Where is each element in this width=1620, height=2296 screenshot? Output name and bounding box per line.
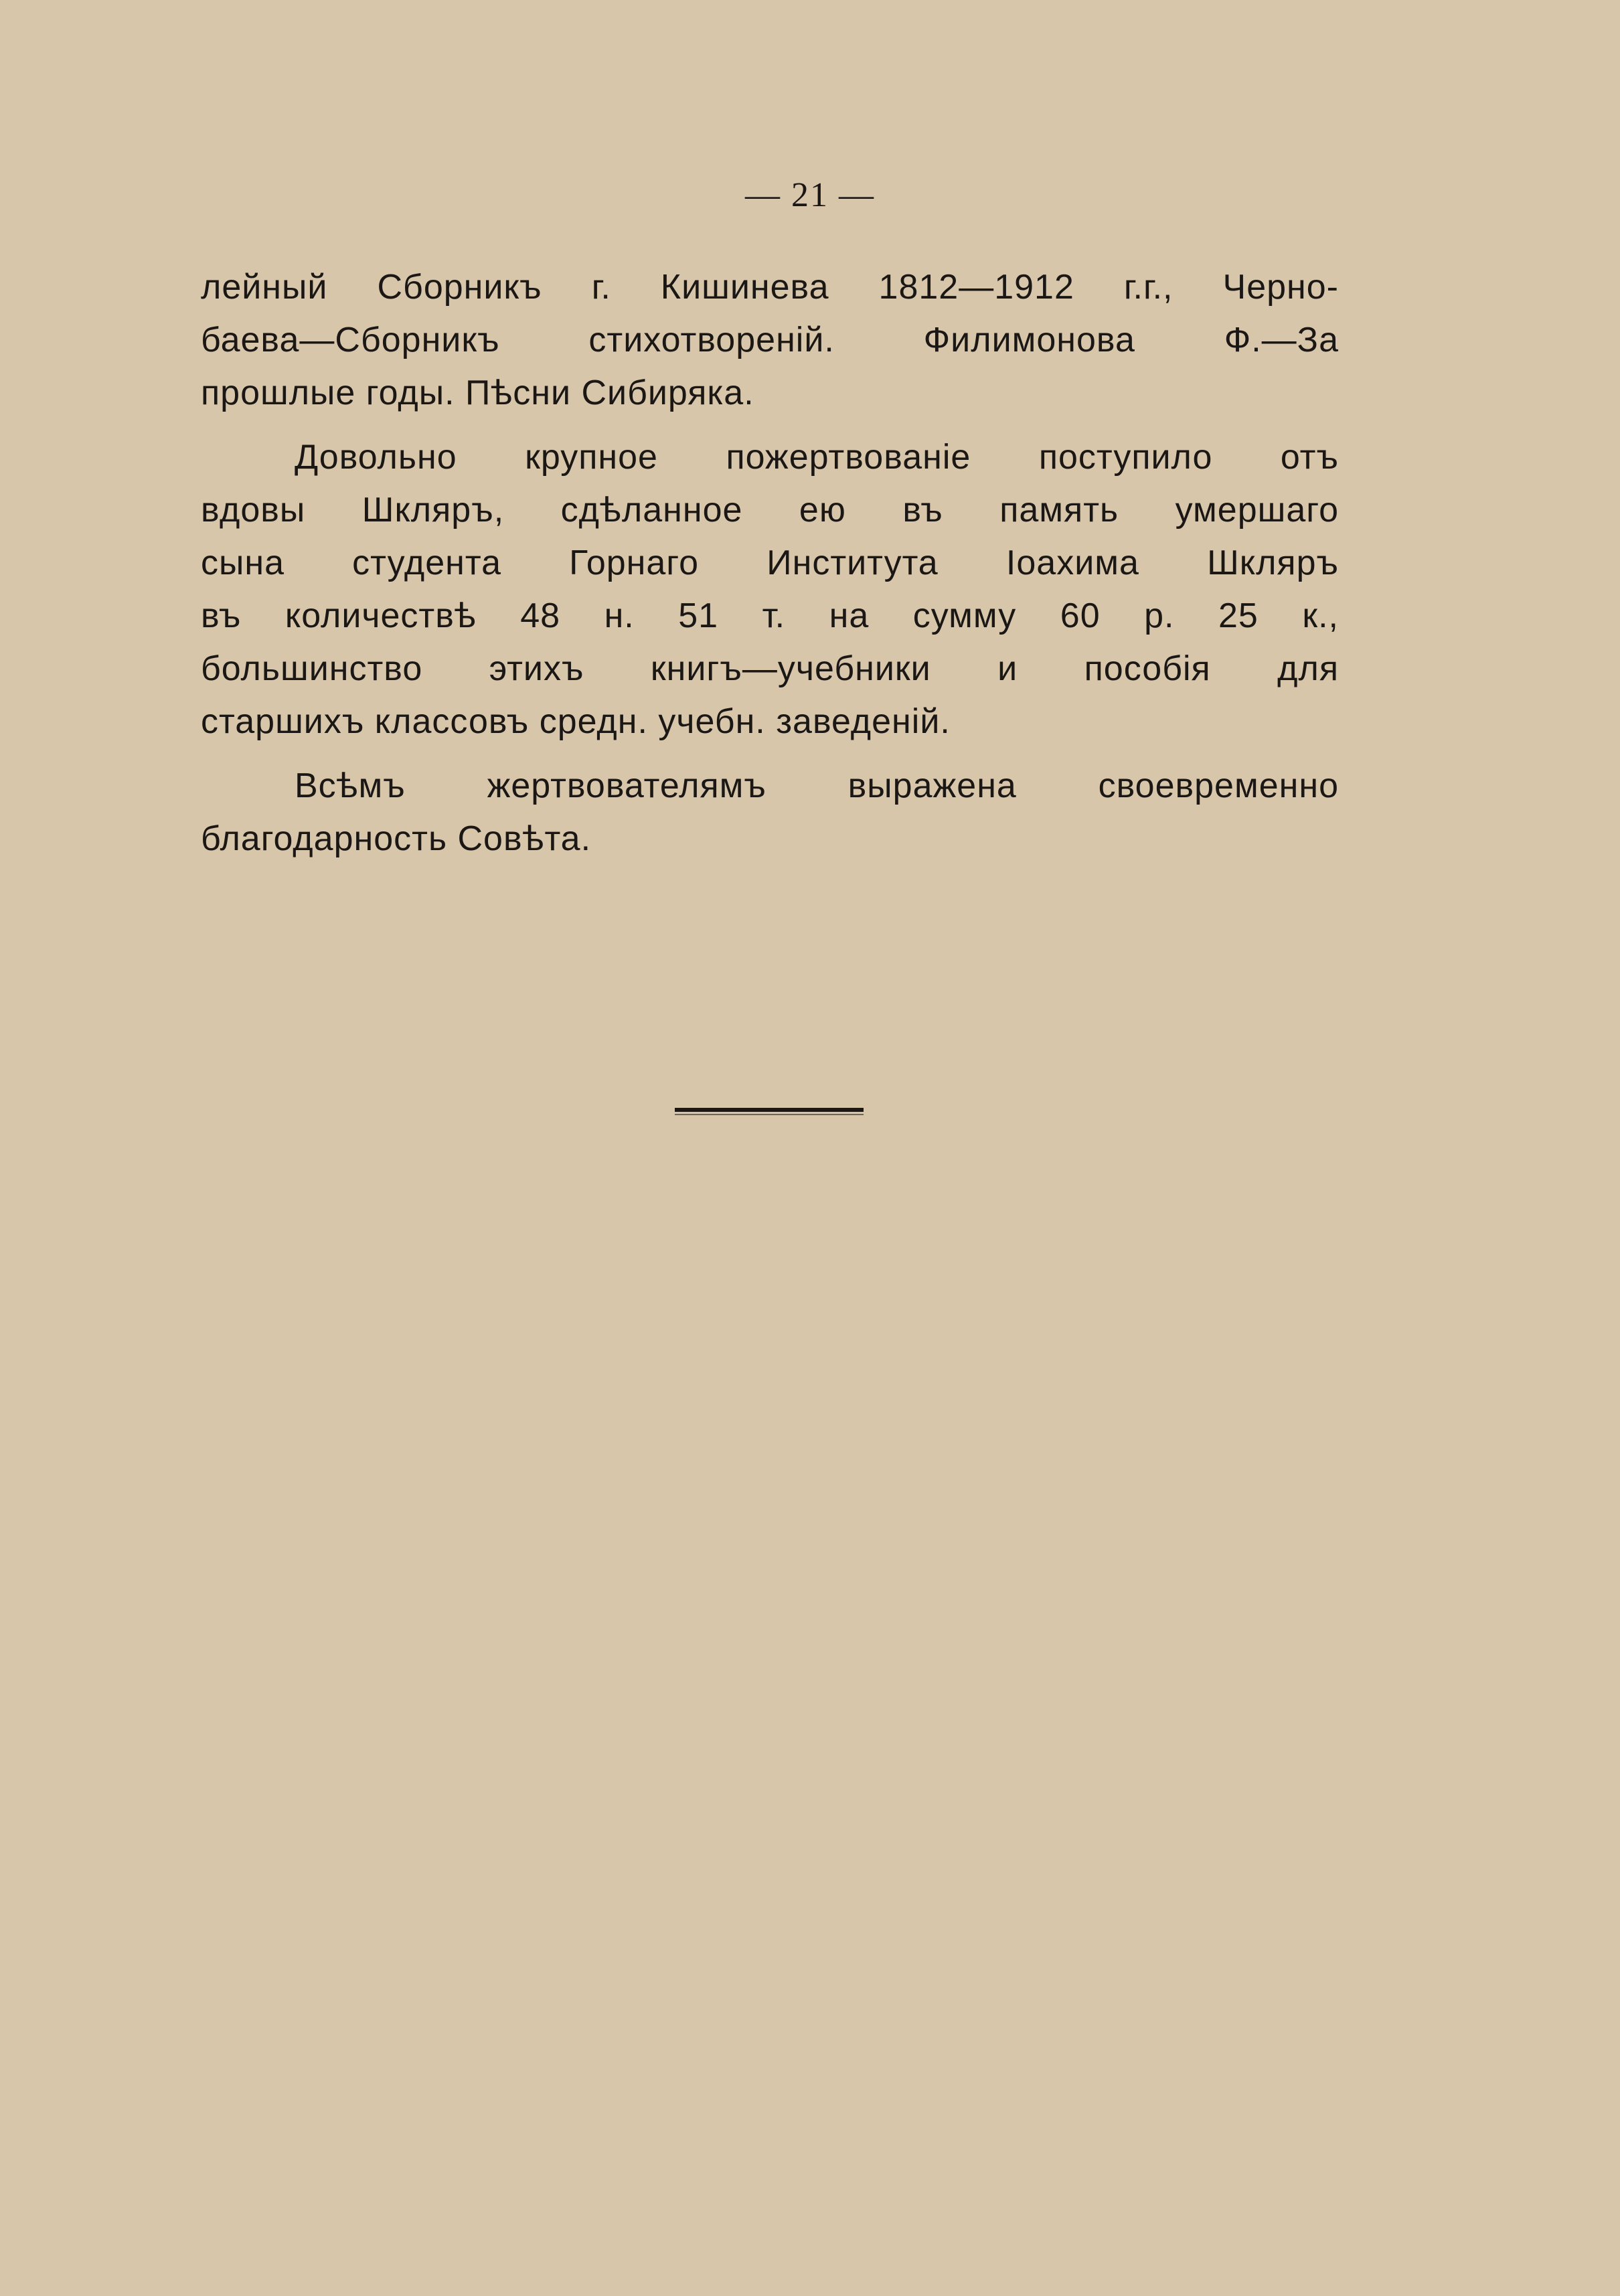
text-line: вдовы Шкляръ, сдѣланное ею въ память умершаго <box>201 491 1339 529</box>
text-line: прошлые годы. Пѣсни Сибиряка. <box>201 374 754 412</box>
paragraph-3 <box>201 760 1339 866</box>
text-line: Всѣмъ жертвователямъ выражена своевременно <box>295 766 1339 805</box>
body-text <box>201 261 1339 866</box>
text-line: лейный Сборникъ г. Кишинева 1812—1912 г.г., Черно- <box>201 268 1339 307</box>
text-line: большинство этихъ книгъ—учебники и пособія для <box>201 649 1339 688</box>
text-line: благодарность Совѣта. <box>201 819 592 858</box>
paragraph-2 <box>201 431 1339 748</box>
text-line: старшихъ классовъ средн. учебн. заведеній. <box>201 702 951 741</box>
page-number: — 21 — <box>745 176 875 214</box>
text-line: сына студента Горнаго Института Іоахима Шкляръ <box>201 544 1339 582</box>
paragraph-1 <box>201 261 1339 420</box>
text-line: баева—Сборникъ стихотвореній. Филимонова Ф.—За <box>201 321 1339 359</box>
text-line: въ количествѣ 48 н. 51 т. на сумму 60 р. 25 к., <box>201 596 1339 635</box>
end-rule-shadow <box>675 1114 864 1115</box>
text-line: Довольно крупное пожертвованіе поступило отъ <box>295 438 1339 477</box>
end-rule <box>675 1108 864 1112</box>
